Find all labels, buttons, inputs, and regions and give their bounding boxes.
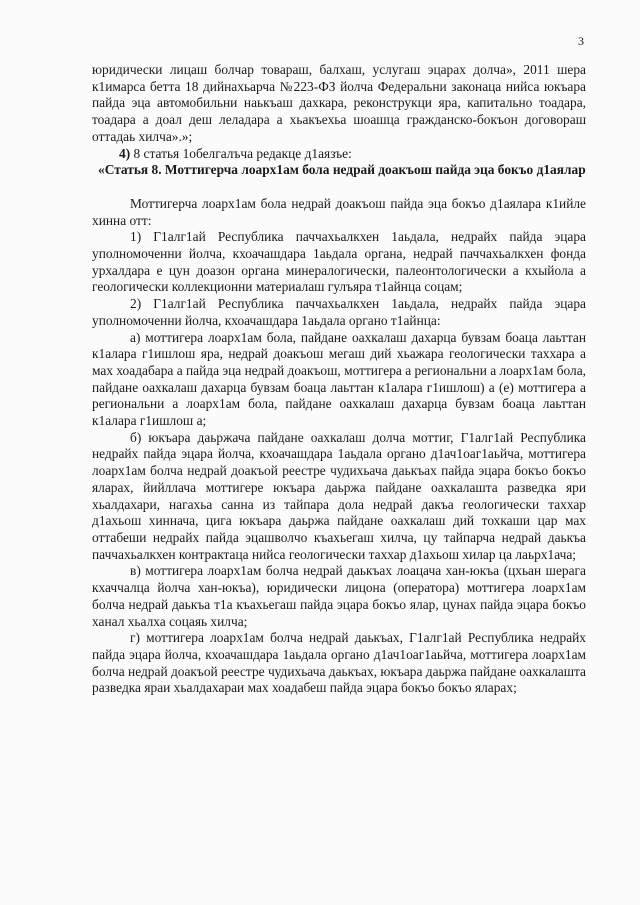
paragraph-intro: Моттигерча лоарх1ам бола недрай доакъош пайда эца бокъо д1аялара к1ийле хинна отт: [92,195,586,228]
paragraph-subpoint-g: г) моттигера лоарх1ам болча недрай даькъах, Г1алг1ай Республика недрайх пайда эцара йолча, кхоачашдара 1аьдала органо д1ач1оаг1аьйча, моттигера лоарх1ам болча недрай доакъой реестре чудихьача даькъах, юкъара даьржа пайдане оахкалашта разведка яраи хьалдахараи мах хоадабеш пайда эцара бокъо бокъо яларах; [92,630,586,696]
paragraph-amendment-item-4 [92,146,586,163]
paragraph-continuation: юридически лицаш болчар товараш, балхаш, услугаш эцарах долча», 2011 шера к1имарса бетта 18 дийнахьарча №223-ФЗ йолча Федеральни законаца нийса юкъара пайда эца автомобильни наькъаш дахкара, реконструкци яра, капитально тоадара, тоадара а доал деш леладара а хьакъехьа шоашца гражданско-бокъон договораш оттадаь хилча».»; [92,62,586,144]
page-number: 3 [578,34,584,48]
paragraph-subpoint-b: б) юкъара даьржача пайдане оахкалаш долча моттиг, Г1алг1ай Республика недрайх пайда эцара йолча, кхоачашдара 1аьдала органо д1ач1оаг1аьйча, моттигера лоарх1ам болча недрай доакъой реестре чудихьача даькъах пайда эцара бокъо бокъо яларах, йийллача моттигере юкъара даьржа пайдане оахкалашта разведка яри хьалдахари, нагахьа санна из тайпара дола недрай дакъа геологически таххар д1ахьош хиннача, цига юкъара даьржа пайдане оахкалаш дий тохкаши цар мах оттабеши недрайх пайда эцашволчо къахьегаш хилча, цу тайпарча недрай даькъа паччахьалкхен контрактаца нийса геологически таххар д1ахьош хилар ца лаьрх1ача; [92,429,586,562]
blank-line [92,179,586,196]
paragraph-point-1: 1) Г1алг1ай Республика паччахьалкхен 1аьдала, недрайх пайда эцара уполномоченни йолча, кхоачашдара 1аьдала органа, недрай паччахьалкхен фонда урхалдара е цун доазон органа минералогически, палеонтологически а кхыйола а геологически коллекционни материалаш гулъяра т1айнца соцам; [92,229,586,295]
item-number: 4) [119,145,131,161]
article-heading: «Статья 8. Моттигерча лоарх1ам бола недрай доакъош пайда эца бокъо д1аялар [98,162,586,178]
paragraph-point-2: 2) Г1алг1ай Республика паччахьалкхен 1аьдала, недрайх пайда эцара уполномоченни йолча, кхоачашдара 1аьдала органо т1айнца: [92,296,586,328]
paragraph-subpoint-a: а) моттигера лоарх1ам бола, пайдане оахкалаш дахарца бувзам боаца лаьттан к1алара г1ишлош яра, недрай доакъош мегаш дий хьажара геологически таххара а мах хоадабара а пайда эца недрай доакъош, моттигера а региональни а лоарх1ам бола, пайдане оахкалаш дахарца бувзам боаца лаьттан к1алара г1ишлош) а (е) моттигера а региональни а лоарх1ам бола, пайдане оахкалаш дахарца бувзам боаца лаьттан к1алара г1ишлош а; [92,329,586,429]
item-text: 8 статья 1обелгалъча редакце д1аязъе: [130,145,352,161]
document-body [92,62,586,697]
paragraph-subpoint-v: в) моттигера лоарх1ам болча недрай даькъах лоацача хан-юкъа (цхьан шерага кхаччалца йолча хан-юкъа), юридически лицона (оператора) моттигера лоарх1ам болча недрай даькъа т1а къахьегаш пайда эцара бокъо ялар, цунах пайда эцара бокъо ханал хьалха соцаяь хилча; [92,563,586,629]
